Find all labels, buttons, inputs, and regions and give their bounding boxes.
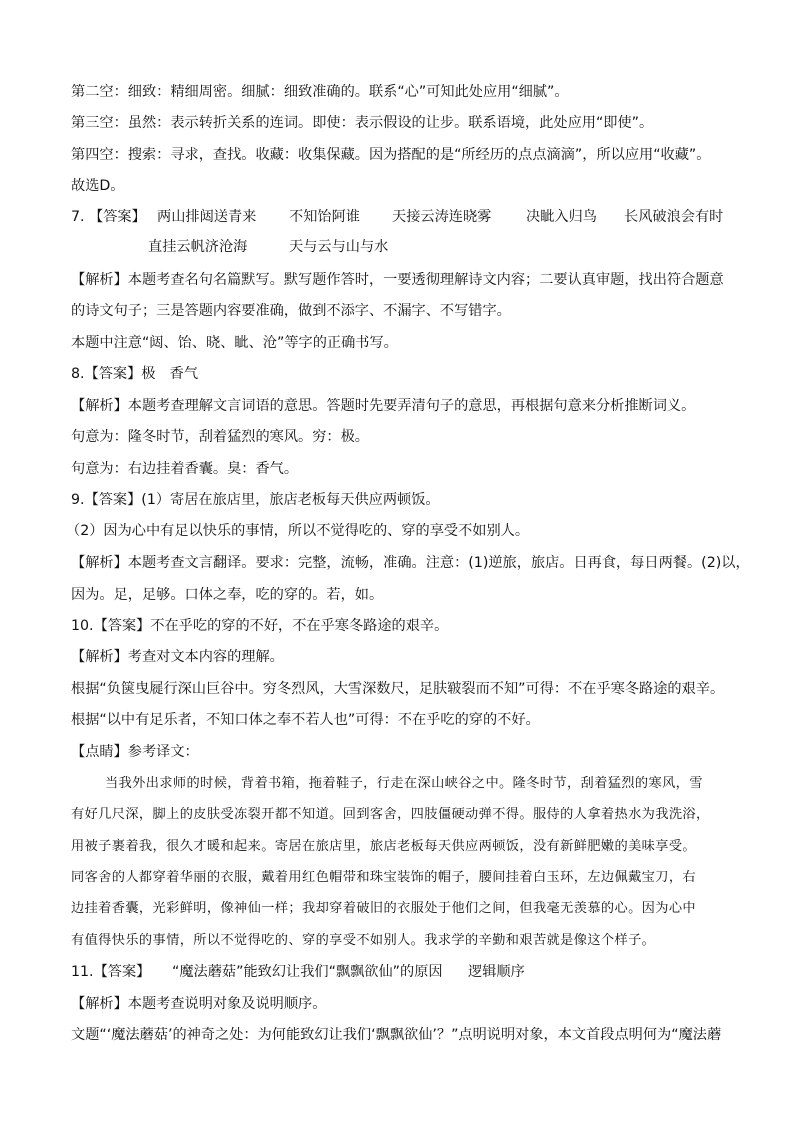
text-line: 因为。足，足够。口体之奉，吃的穿的。若，如。 bbox=[71, 587, 384, 603]
text-line: 【解析】本题考查说明对象及说明顺序。 bbox=[71, 996, 327, 1012]
translation-line: 同客舍的人都穿着华丽的衣服，戴着用红色帽带和珠宝装饰的帽子，腰间挂着白玉环，左边佩戴宝刀，右 bbox=[71, 870, 697, 885]
text-line: 的诗文句子；三是答题内容要准确，做到不添字、不漏字、不写错字。 bbox=[71, 303, 511, 319]
q7-answer-6: 直挂云帆济沧海 bbox=[148, 239, 248, 255]
q8-answer: 8.【答案】极 香气 bbox=[71, 366, 199, 382]
q11-label: 11.【答案】 bbox=[71, 964, 151, 980]
text-line: 句意为：右边挂着香囊。臭：香气。 bbox=[71, 461, 299, 477]
q7-answer-row bbox=[71, 207, 146, 227]
text-line: 【点睛】参考译文： bbox=[71, 744, 199, 760]
q7-answer-7: 天与云与山与水 bbox=[289, 239, 389, 255]
q7-answer-4: 决眦入归鸟 bbox=[526, 209, 597, 225]
text-line: 第三空：虽然：表示转折关系的连词。即使：表示假设的让步。联系语境，此处应用“即使”。 bbox=[71, 115, 654, 131]
q9-answer: 9.【答案】(1）寄居在旅店里，旅店老板每天供应两顿饭。 bbox=[71, 492, 440, 508]
text-line: 句意为：隆冬时节，刮着猛烈的寒风。穷：极。 bbox=[71, 429, 369, 445]
text-line: 根据“以中有足乐者，不知口体之奉不若人也”可得：不在乎吃的穿的不好。 bbox=[71, 712, 540, 728]
text-line: 故选D。 bbox=[71, 178, 125, 194]
translation-line: 当我外出求师的时候，背着书箱，拖着鞋子，行走在深山峡谷之中。隆冬时节，刮着猛烈的寒风，雪 bbox=[105, 776, 703, 791]
text-line: 【解析】本题考查理解文言词语的意思。答题时先要弄清句子的意思，再根据句意来分析推断词义。 bbox=[71, 398, 696, 414]
translation-line: 有好几尺深，脚上的皮肤受冻裂开都不知道。回到客舍，四肢僵硬动弹不得。服侍的人拿着热水为我洗浴， bbox=[71, 807, 710, 822]
text-line: 第二空：细致：精细周密。细腻：细致准确的。联系“心”可知此处应用“细腻”。 bbox=[71, 84, 569, 100]
text-line: 【解析】本题考查文言翻译。要求：完整，流畅，准确。注意：(1)逆旅，旅店。日再食，每日两餐。(2)以， bbox=[71, 555, 750, 571]
q7-answer-1: 两山排闼送青来 bbox=[157, 209, 257, 225]
q7-label: 7. 【答案】 bbox=[71, 209, 146, 225]
text-line: 第四空：搜索：寻求，查找。收藏：收集保藏。因为搭配的是“所经历的点点滴滴”，所以应用“收藏”。 bbox=[71, 147, 711, 163]
q7-answer-5: 长风破浪会有时 bbox=[624, 209, 724, 225]
text-line: 【解析】本题考查名句名篇默写。默写题作答时，一要透彻理解诗文内容；二要认真审题，找出符合题意 bbox=[71, 272, 724, 288]
text-line: （2）因为心中有足以快乐的事情，所以不觉得吃的、穿的享受不如别人。 bbox=[66, 523, 530, 539]
q7-answer-3: 天接云涛连晓雾 bbox=[392, 209, 492, 225]
q11-answer-2: 逻辑顺序 bbox=[468, 964, 525, 980]
translation-line: 用被子裹着我，很久才暖和起来。寄居在旅店里，旅店老板每天供应两顿饭，没有新鲜肥嫩的美味享受。 bbox=[71, 839, 697, 854]
text-line: 根据“负箧曳屣行深山巨谷中。穷冬烈风，大雪深数尺，足肤皲裂而不知”可得：不在乎寒冬路途的艰辛。 bbox=[71, 681, 725, 697]
q7-answer-2: 不知饴阿谁 bbox=[289, 209, 360, 225]
text-line: 文题“‘魔法蘑菇’的神奇之处：为何能致幻让我们‘飘飘欲仙’？”点明说明对象，本文首段点明何为“魔法蘑 bbox=[71, 1027, 722, 1043]
text-line: 本题中注意“闼、饴、晓、眦、沧”等字的正确书写。 bbox=[71, 335, 398, 351]
q11-answer-1: “魔法蘑菇”能致幻让我们“飘飘欲仙”的原因 bbox=[172, 964, 443, 980]
text-line: 【解析】考查对文本内容的理解。 bbox=[71, 649, 284, 665]
translation-line: 边挂着香囊，光彩鲜明，像神仙一样；我却穿着破旧的衣服处于他们之间，但我毫无羡慕的心。因为心中 bbox=[71, 901, 697, 916]
q10-answer: 10.【答案】不在乎吃的穿的不好，不在乎寒冬路途的艰辛。 bbox=[71, 618, 449, 634]
translation-line: 有值得快乐的事情，所以不觉得吃的、穿的享受不如别人。我求学的辛勤和艰苦就是像这个样子。 bbox=[71, 933, 656, 948]
